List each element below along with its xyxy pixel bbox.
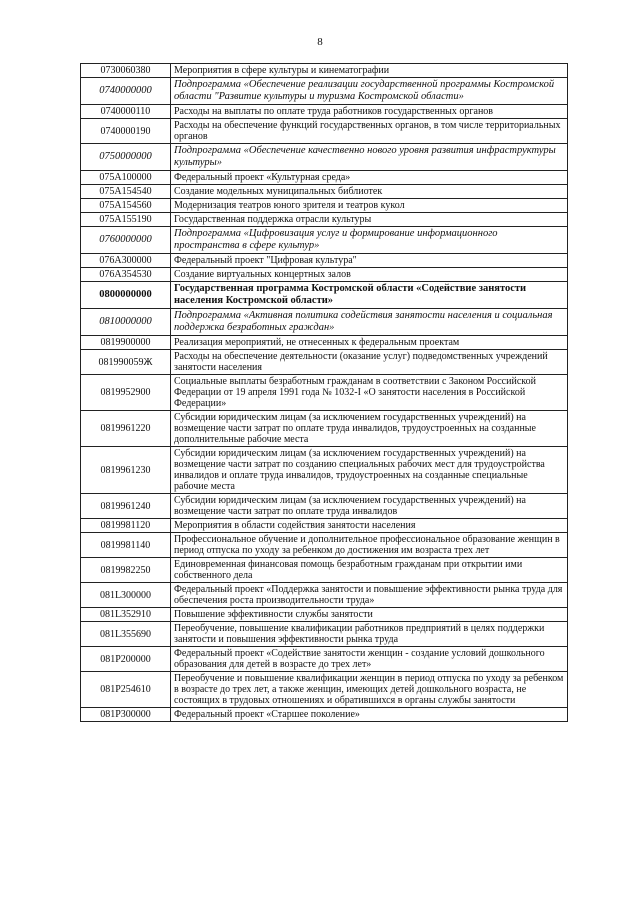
- classification-code: 075A100000: [81, 171, 171, 185]
- expense-description: Повышение эффективности службы занятости: [171, 608, 568, 622]
- expense-description: Модернизация театров юного зрителя и театров кукол: [171, 199, 568, 213]
- classification-code: 081P254610: [81, 672, 171, 708]
- classification-code: 0819961230: [81, 447, 171, 494]
- table-row: [81, 213, 568, 227]
- table-row: [81, 119, 568, 144]
- table-row: [81, 583, 568, 608]
- classification-code: 0819952900: [81, 375, 171, 411]
- table-row: [81, 185, 568, 199]
- classification-code: 076A300000: [81, 254, 171, 268]
- table-row: [81, 708, 568, 722]
- classification-code: 0819982250: [81, 558, 171, 583]
- expense-description: Федеральный проект «Культурная среда»: [171, 171, 568, 185]
- expense-description: Государственная поддержка отрасли культуры: [171, 213, 568, 227]
- table-row: [81, 336, 568, 350]
- expense-description: Переобучение, повышение квалификации работников предприятий в целях поддержки занятости и повышения эффективности рынка труда: [171, 622, 568, 647]
- classification-code: 0730060380: [81, 64, 171, 78]
- classification-code: 0819981120: [81, 519, 171, 533]
- expense-description: Профессиональное обучение и дополнительное профессиональное образование женщин в период отпуска по уходу за ребенком до достижения им возраста трех лет: [171, 533, 568, 558]
- classification-code: 0750000000: [81, 144, 171, 171]
- table-row: [81, 227, 568, 254]
- expense-description: Мероприятия в области содействия занятости населения: [171, 519, 568, 533]
- classification-code: 0800000000: [81, 282, 171, 309]
- table-row: [81, 647, 568, 672]
- expense-description: Расходы на обеспечение деятельности (оказание услуг) подведомственных учреждений занятости населения: [171, 350, 568, 375]
- classification-code: 075A154540: [81, 185, 171, 199]
- expense-description: Реализация мероприятий, не отнесенных к федеральным проектам: [171, 336, 568, 350]
- table-row: [81, 282, 568, 309]
- table-row: [81, 519, 568, 533]
- table-row: [81, 254, 568, 268]
- classification-code: 081P300000: [81, 708, 171, 722]
- expense-description: Расходы на выплаты по оплате труда работников государственных органов: [171, 105, 568, 119]
- expense-description: Создание модельных муниципальных библиотек: [171, 185, 568, 199]
- table-row: [81, 64, 568, 78]
- expense-description: Подпрограмма «Обеспечение качественно нового уровня развития инфраструктуры культуры»: [171, 144, 568, 171]
- expense-description: Федеральный проект «Старшее поколение»: [171, 708, 568, 722]
- expense-description: Субсидии юридическим лицам (за исключением государственных учреждений) на возмещение части затрат по созданию специальных рабочих мест для трудоустройства инвалидов и оплате труда инвалидов, трудоустроенных на созданные специальные рабочие места: [171, 447, 568, 494]
- table-row: [81, 608, 568, 622]
- expense-description: Федеральный проект «Содействие занятости женщин - создание условий дошкольного образования для детей в возрасте до трех лет»: [171, 647, 568, 672]
- budget-code-table: [80, 63, 568, 722]
- classification-code: 0819900000: [81, 336, 171, 350]
- classification-code: 0819961220: [81, 411, 171, 447]
- expense-description: Создание виртуальных концертных залов: [171, 268, 568, 282]
- expense-description: Субсидии юридическим лицам (за исключением государственных учреждений) на возмещение части затрат по оплате труда инвалидов: [171, 494, 568, 519]
- table-row: [81, 622, 568, 647]
- classification-code: 081990059Ж: [81, 350, 171, 375]
- table-row: [81, 411, 568, 447]
- expense-description: Переобучение и повышение квалификации женщин в период отпуска по уходу за ребенком в возрасте до трех лет, а также женщин, имеющих детей дошкольного возраста, не состоящих в трудовых отношениях и обратившихся в органы службы занятости: [171, 672, 568, 708]
- classification-code: 081L300000: [81, 583, 171, 608]
- classification-code: 075A155190: [81, 213, 171, 227]
- table-row: [81, 309, 568, 336]
- expense-description: Мероприятия в сфере культуры и кинематографии: [171, 64, 568, 78]
- expense-description: Субсидии юридическим лицам (за исключением государственных учреждений) на возмещение части затрат по оплате труда инвалидов, трудоустроенных на созданные дополнительные рабочие места: [171, 411, 568, 447]
- table-row: [81, 494, 568, 519]
- table-row: [81, 268, 568, 282]
- classification-code: 0760000000: [81, 227, 171, 254]
- table-row: [81, 447, 568, 494]
- classification-code: 076A354530: [81, 268, 171, 282]
- table-row: [81, 105, 568, 119]
- table-row: [81, 199, 568, 213]
- expense-description: Расходы на обеспечение функций государственных органов, в том числе территориальных органов: [171, 119, 568, 144]
- expense-description: Федеральный проект «Поддержка занятости и повышение эффективности рынка труда для обеспечения роста производительности труда»: [171, 583, 568, 608]
- expense-description: Подпрограмма «Цифровизация услуг и формирование информационного пространства в сфере культур»: [171, 227, 568, 254]
- table-row: [81, 171, 568, 185]
- classification-code: 081L355690: [81, 622, 171, 647]
- classification-code: 0810000000: [81, 309, 171, 336]
- table-row: [81, 78, 568, 105]
- expense-description: Подпрограмма «Активная политика содействия занятости населения и социальная поддержка безработных граждан»: [171, 309, 568, 336]
- expense-description: Единовременная финансовая помощь безработным гражданам при открытии ими собственного дела: [171, 558, 568, 583]
- classification-code: 081P200000: [81, 647, 171, 672]
- table-row: [81, 533, 568, 558]
- classification-code: 0819981140: [81, 533, 171, 558]
- classification-code: 081L352910: [81, 608, 171, 622]
- table-row: [81, 558, 568, 583]
- expense-description: Социальные выплаты безработным гражданам в соответствии с Законом Российской Федерации от 19 апреля 1991 года № 1032-I «О занятости населения в Российской Федерации»: [171, 375, 568, 411]
- classification-code: 075A154560: [81, 199, 171, 213]
- table-row: [81, 375, 568, 411]
- expense-description: Федеральный проект "Цифровая культура": [171, 254, 568, 268]
- table-row: [81, 144, 568, 171]
- classification-code: 0819961240: [81, 494, 171, 519]
- classification-code: 0740000110: [81, 105, 171, 119]
- classification-code: 0740000190: [81, 119, 171, 144]
- expense-description: Подпрограмма «Обеспечение реализации государственной программы Костромской области "Развитие культуры и туризма Костромской области»: [171, 78, 568, 105]
- table-row: [81, 672, 568, 708]
- expense-description: Государственная программа Костромской области «Содействие занятости населения Костромской области»: [171, 282, 568, 309]
- table-row: [81, 350, 568, 375]
- classification-code: 0740000000: [81, 78, 171, 105]
- page-number: 8: [317, 36, 323, 48]
